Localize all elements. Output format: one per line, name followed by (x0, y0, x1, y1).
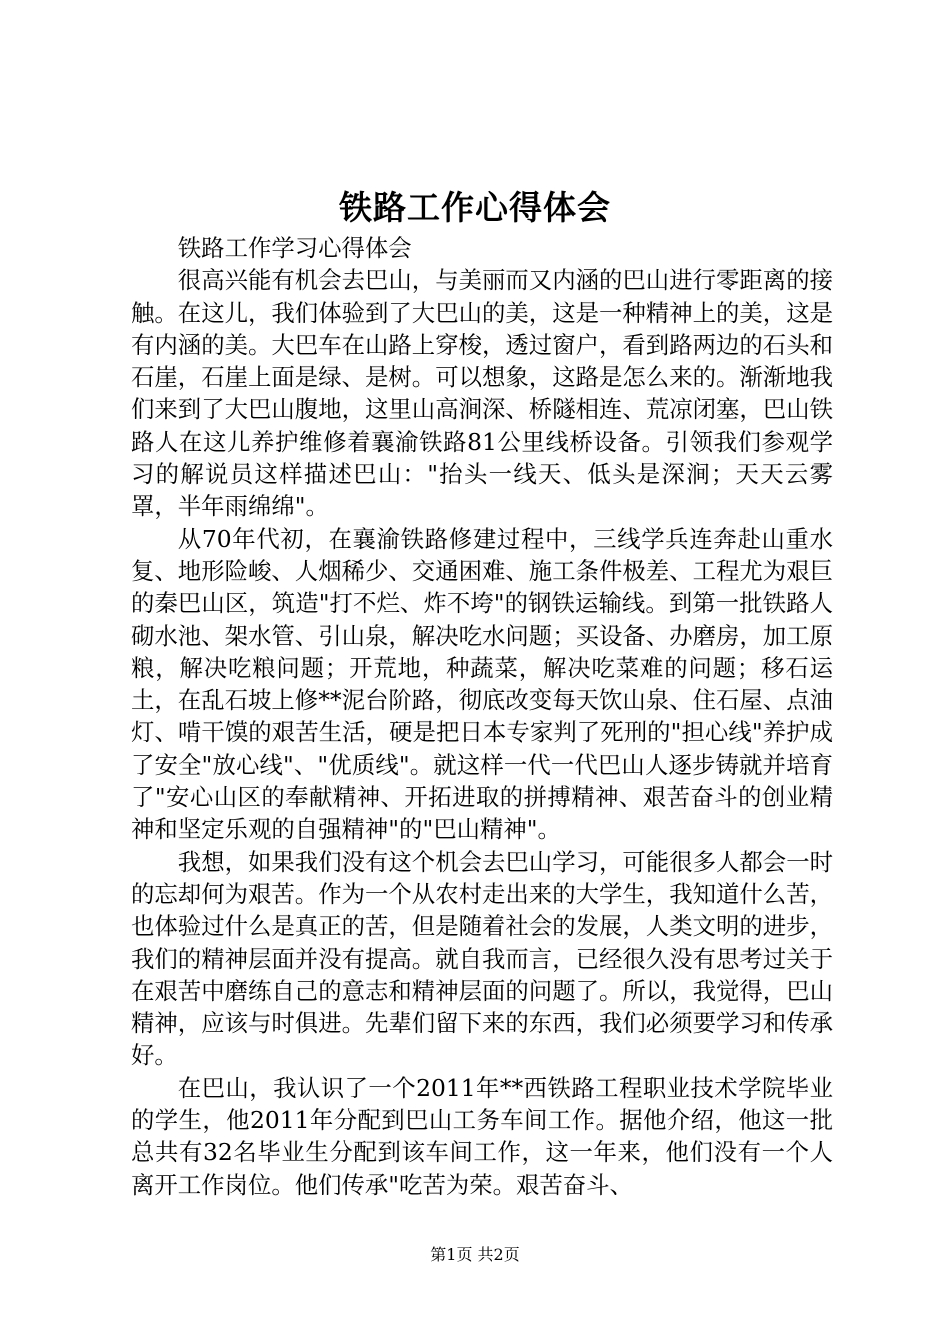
body-paragraph: 我想，如果我们没有这个机会去巴山学习，可能很多人都会一时的忘却何为艰苦。作为一个从农村走出来的大学生，我知道什么苦，也体验过什么是真正的苦，但是随着社会的发展，人类文明的进步，我们的精神层面并没有提高。就自我而言，已经很久没有思考过关于在艰苦中磨练自己的意志和精神层面的问题了。所以，我觉得，巴山精神，应该与时俱进。先辈们留下来的东西，我们必须要学习和传承好。 (131, 847, 833, 1070)
page-title: 铁路工作心得体会 (339, 188, 611, 227)
document-body (131, 232, 833, 1201)
body-paragraph: 从70年代初，在襄渝铁路修建过程中，三线学兵连奔赴山重水复、地形险峻、人烟稀少、交通困难、施工条件极差、工程尤为艰巨的秦巴山区，筑造"打不烂、炸不垮"的钢铁运输线。到第一批铁路人砌水池、架水管、引山泉，解决吃水问题；买设备、办磨房，加工原粮，解决吃粮问题；开荒地，种蔬菜，解决吃菜难的问题；移石运土，在乱石坡上修**泥台阶路，彻底改变每天饮山泉、住石屋、点油灯、啃干馍的艰苦生活，硬是把日本专家判了死刑的"担心线"养护成了安全"放心线"、"优质线"。就这样一代一代巴山人逐步铸就并培育了"安心山区的奉献精神、开拓进取的拼搏精神、艰苦奋斗的创业精神和坚定乐观的自强精神"的"巴山精神"。 (131, 524, 833, 844)
subtitle-paragraph: 铁路工作学习心得体会 (177, 234, 412, 262)
body-paragraph: 很高兴能有机会去巴山，与美丽而又内涵的巴山进行零距离的接触。在这儿，我们体验到了大巴山的美，这是一种精神上的美，这是有内涵的美。大巴车在山路上穿梭，透过窗户，看到路两边的石头和石崖，石崖上面是绿、是树。可以想象，这路是怎么来的。渐渐地我们来到了大巴山腹地，这里山高涧深、桥隧相连、荒凉闭塞，巴山铁路人在这儿养护维修着襄渝铁路81公里线桥设备。引领我们参观学习的解说员这样描述巴山："抬头一线天、低头是深涧；天天云雾罩，半年雨绵绵"。 (131, 266, 833, 521)
body-paragraph: 在巴山，我认识了一个2011年**西铁路工程职业技术学院毕业的学生，他2011年分配到巴山工务车间工作。据他介绍，他这一批总共有32名毕业生分配到该车间工作，这一年来，他们没有一个人离开工作岗位。他们传承"吃苦为荣。艰苦奋斗、 (131, 1073, 833, 1199)
page-footer: 第1页 共2页 (430, 1245, 520, 1264)
